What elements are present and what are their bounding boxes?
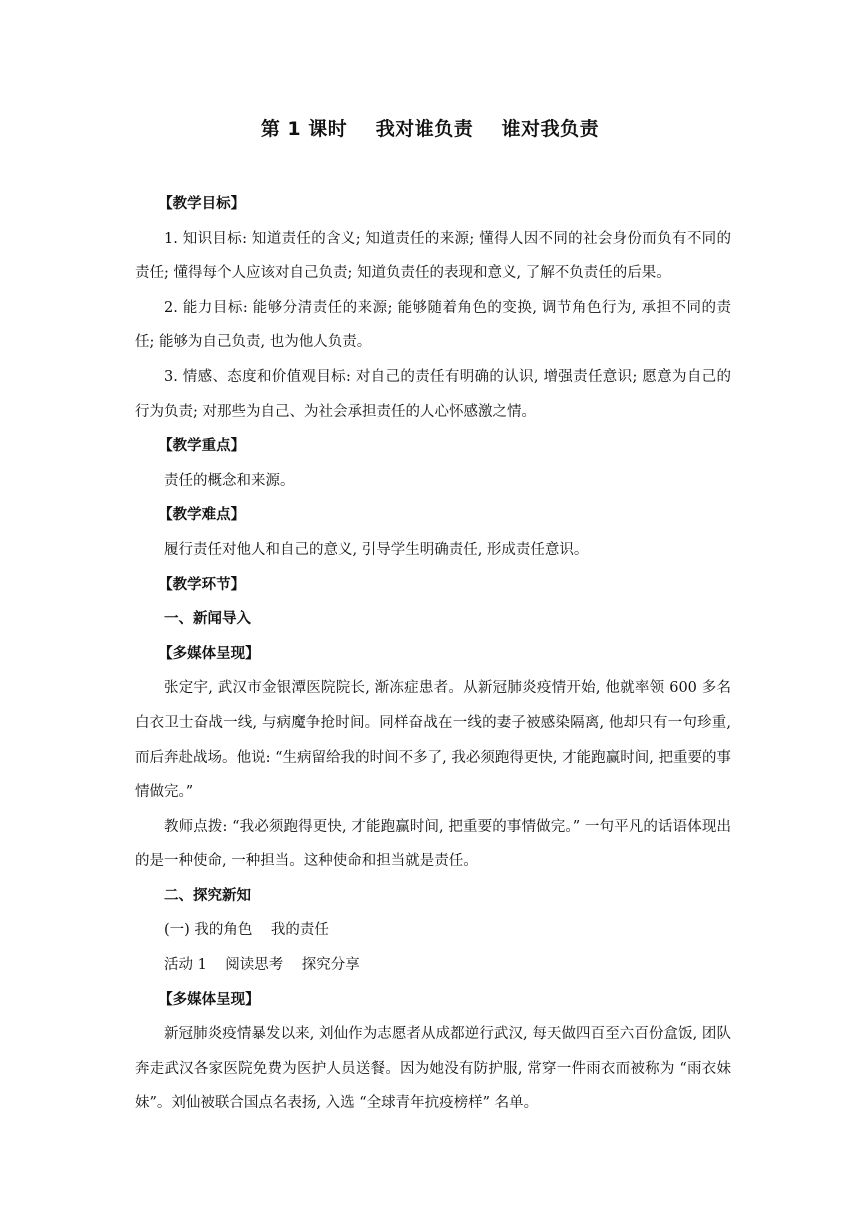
paragraph-emotion-goal: 3. 情感、态度和价值观目标: 对自己的责任有明确的认识, 增强责任意识; 愿意为自己的行为负责; 对那些为自己、为社会承担责任的人心怀感激之情。: [135, 368, 731, 420]
document-body: [135, 187, 731, 1121]
paragraph-teacher-comment: 教师点拨: “我必须跑得更快, 才能跑赢时间, 把重要的事情做完。” 一句平凡的话语体现出的是一种使命, 一种担当。这种使命和担当就是责任。: [135, 818, 731, 870]
paragraph-ability-goal: 2. 能力目标: 能够分清责任的来源; 能够随着角色的变换, 调节角色行为, 承担不同的责任; 能够为自己负责, 也为他人负责。: [135, 299, 731, 351]
subsection-explore-new: 二、探究新知: [164, 887, 251, 904]
paragraph-knowledge-goal: 1. 知识目标: 知道责任的含义; 知道责任的来源; 懂得人因不同的社会身份而负有不同的责任; 懂得每个人应该对自己负责; 知道负责任的表现和意义, 了解不负责任的后果。: [135, 230, 731, 282]
paragraph-key-points: 责任的概念和来源。: [164, 472, 295, 489]
section-heading-multimedia-2: 【多媒体呈现】: [158, 991, 260, 1008]
section-heading-key-points: 【教学重点】: [158, 438, 246, 455]
paragraph-difficulties: 履行责任对他人和自己的意义, 引导学生明确责任, 形成责任意识。: [164, 541, 589, 558]
section-heading-objectives: 【教学目标】: [158, 196, 246, 212]
paragraph-zhang-dingyu: 张定宇, 武汉市金银潭医院院长, 渐冻症患者。从新冠肺炎疫情开始, 他就率领 600 多名白衣卫士奋战一线, 与病魔争抢时间。同样奋战在一线的妻子被感染隔离, 他却只有一句珍重, 而后奔赴战场。他说: “生病留给我的时间不多了, 我必须跑得更快, 才能跑赢时间, 把重要的事情做完。”: [135, 680, 731, 801]
section-heading-teaching-steps: 【教学环节】: [158, 576, 246, 593]
subsection-my-role: (一) 我的角色 我的责任: [164, 922, 329, 939]
section-heading-multimedia-1: 【多媒体呈现】: [158, 645, 260, 662]
paragraph-liu-xian: 新冠肺炎疫情暴发以来, 刘仙作为志愿者从成都逆行武汉, 每天做四百至六百份盒饭, 团队奔走武汉各家医院免费为医护人员送餐。因为她没有防护服, 常穿一件雨衣而被称为 “雨衣妹妹”。刘仙被联合国点名表扬, 入选 “全球青年抗疫榜样” 名单。: [135, 1026, 731, 1112]
subsection-news-intro: 一、新闻导入: [164, 611, 251, 628]
activity-1-label: 活动 1 阅读思考 探究分享: [164, 957, 360, 974]
page-title: 第 1 课时 我对谁负责 谁对我负责: [260, 118, 600, 140]
section-heading-difficulties: 【教学难点】: [158, 507, 246, 524]
